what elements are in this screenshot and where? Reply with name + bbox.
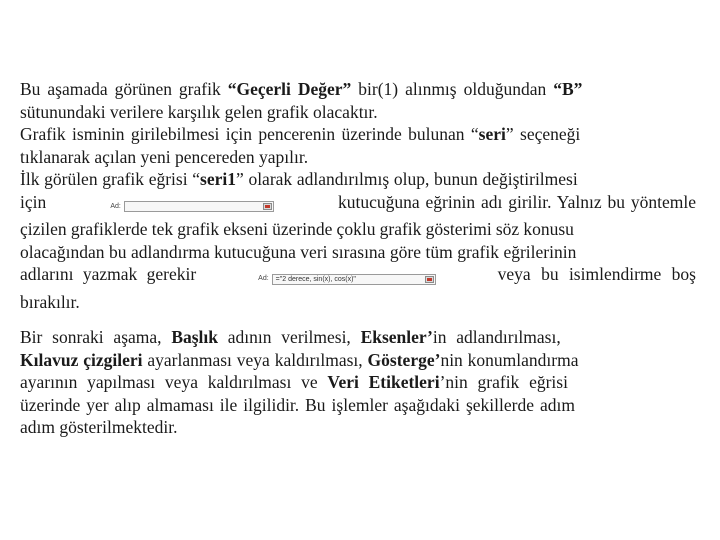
paragraph-4-line-3: ayarının yapılması veya kaldırılması ve Veri Etiketleri’nin grafik eğrisi <box>20 372 568 392</box>
range-select-icon <box>263 203 272 210</box>
paragraph-1-line-1: Bu aşamada görünen grafik “Geçerli Değer” bir(1) alınmış olduğundan “B” <box>20 79 583 99</box>
paragraph-4-line-5: adım gösterilmektedir. <box>20 417 178 437</box>
paragraph-2-line-1: Grafik isminin girilebilmesi için pencerenin üzerinde bulunan “seri” seçeneği <box>20 124 581 144</box>
paragraph-4-line-2: Kılavuz çizgileri ayarlanması veya kaldırılması, Gösterge’nin konumlandırma <box>20 349 579 370</box>
paragraph-3-line-1: İlk görülen grafik eğrisi “seri1” olarak adlandırılmış olup, bunun değiştirilmesi <box>20 169 578 189</box>
paragraph-2 <box>20 123 696 168</box>
paragraph-2-line-2: tıklanarak açılan yeni pencereden yapılır. <box>20 146 309 167</box>
bold-seri: seri <box>478 124 506 144</box>
paragraph-4 <box>20 326 696 439</box>
paragraph-3-line-3: çizilen grafiklerde tek grafik ekseni üzerinde çoklu grafik gösterimi söz konusu <box>20 219 574 239</box>
bold-seri1: seri1 <box>200 169 236 189</box>
bold-baslik: Başlık <box>171 327 219 347</box>
paragraph-3-line-2: için Ad: kutucuğuna eğrinin adı girilir. Yalnız bu yöntemle <box>20 191 696 219</box>
range-select-icon <box>425 276 434 283</box>
paragraph-4-line-4: üzerinde yer alıp almaması ile ilgilidir. Bu işlemler aşağıdaki şekillerde adım <box>20 394 575 415</box>
paragraph-3-line-5: adlarını yazmak gerekir Ad: ="2 derece, sin(x), cos(x)" veya bu isimlendirme boş <box>20 263 696 291</box>
bold-kilavuz-cizgileri: Kılavuz çizgileri <box>20 349 143 370</box>
series-names-input: ="2 derece, sin(x), cos(x)" <box>272 274 436 285</box>
paragraph-3 <box>20 168 696 313</box>
bold-geçerli-deger: “Geçerli Değer” <box>227 79 352 99</box>
paragraph-3-line-4: olacağından bu adlandırma kutucuğuna veri sırasına göre tüm grafik eğrilerinin <box>20 241 577 262</box>
bold-b: “B” <box>553 79 583 99</box>
paragraph-1 <box>20 78 696 123</box>
series-names-field: Ad: ="2 derece, sin(x), cos(x)" <box>258 268 436 291</box>
bold-gosterge: Gösterge’ <box>367 349 441 370</box>
bold-eksenler: Eksenler’ <box>360 327 433 347</box>
bold-veri-etiketleri: Veri Etiketleri <box>327 372 440 392</box>
paragraph-1-line-2: sütunundaki verilere karşılık gelen grafik olacaktır. <box>20 101 378 122</box>
series-name-field: Ad: <box>110 196 274 219</box>
paragraph-3-line-6: bırakılır. <box>20 291 80 312</box>
paragraph-4-line-1: Bir sonraki aşama, Başlık adının verilmesi, Eksenler’in adlandırılması, <box>20 327 561 347</box>
series-name-input <box>124 201 274 212</box>
